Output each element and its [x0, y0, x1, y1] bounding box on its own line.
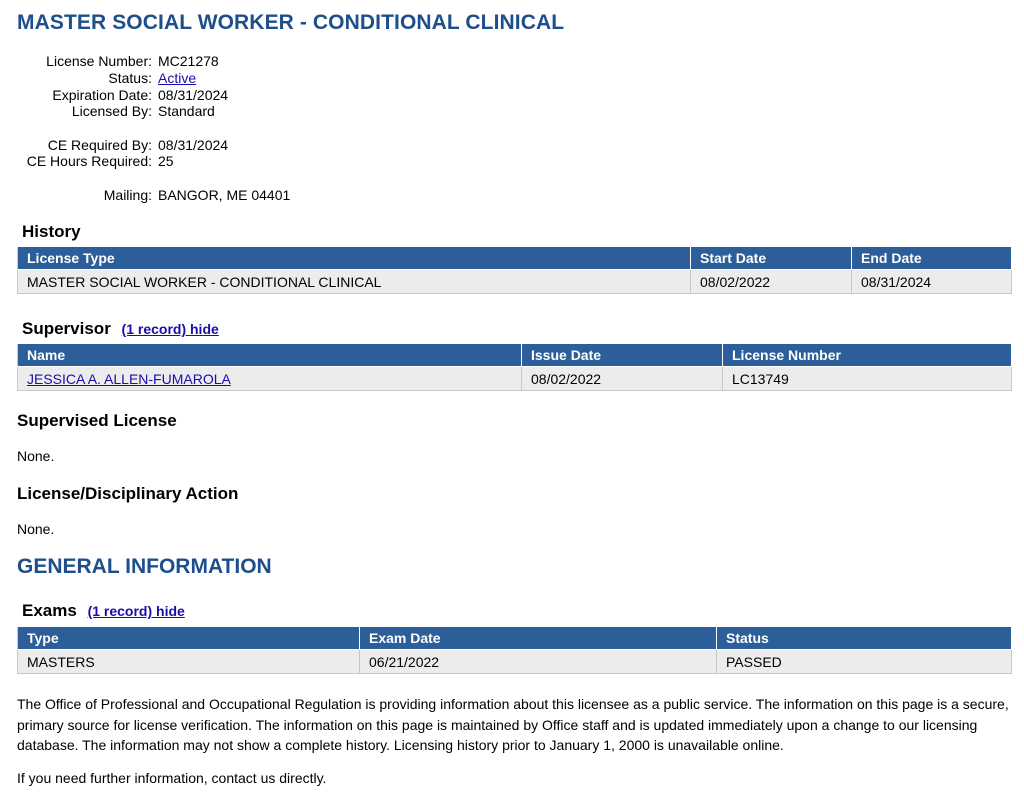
license-number-label: License Number: [46, 53, 152, 69]
supervised-license-text: None. [17, 448, 55, 464]
page-title: MASTER SOCIAL WORKER - CONDITIONAL CLINICAL [17, 11, 565, 34]
supervisor-toggle-link[interactable]: (1 record) hide [121, 321, 219, 337]
table-row [18, 367, 1012, 391]
history-col-license-type: License Type [18, 247, 691, 270]
exams-col-status: Status [717, 627, 1012, 650]
licensed-by-value: Standard [158, 103, 215, 119]
disclaimer-paragraph: The Office of Professional and Occupational Regulation is providing information about this licensee as a public service. The information on this page is a secure, primary source for license verification. The information on this page is maintained by Office staff and is updated immediately upon a change to our licensing database. The information may not show a complete history. Licensing history prior to January 1, 2000 is unavailable online. [17, 696, 1009, 753]
supervised-license-heading: Supervised License [17, 411, 177, 430]
supervisor-name-cell [18, 367, 522, 391]
contact-text: If you need further information, contact us directly. [17, 770, 327, 786]
history-heading: History [22, 222, 81, 241]
ce-hours-value: 25 [158, 153, 174, 169]
exam-status-cell: PASSED [717, 650, 1012, 674]
exams-col-type: Type [18, 627, 360, 650]
supervisor-heading: Supervisor [22, 319, 111, 338]
disciplinary-heading: License/Disciplinary Action [17, 484, 239, 503]
supervisor-table [17, 344, 1012, 391]
exam-date-cell: 06/21/2022 [360, 650, 717, 674]
exams-header-row [18, 627, 1012, 650]
supervisor-license-number-cell: LC13749 [723, 367, 1012, 391]
mailing-label: Mailing: [103, 187, 152, 203]
ce-hours-label: CE Hours Required: [26, 153, 152, 169]
disciplinary-text: None. [17, 521, 55, 537]
table-row [18, 650, 1012, 674]
history-col-start-date: Start Date [691, 247, 852, 270]
license-number-value: MC21278 [158, 53, 219, 69]
ce-required-label: CE Required By: [47, 137, 152, 153]
status-link[interactable]: Active [158, 70, 197, 86]
exams-table [17, 627, 1012, 674]
supervisor-heading-row [22, 319, 219, 339]
supervisor-col-issue-date: Issue Date [522, 344, 723, 367]
supervisor-col-name: Name [18, 344, 522, 367]
supervisor-header-row [18, 344, 1012, 367]
table-row [18, 270, 1012, 294]
history-license-type-cell: MASTER SOCIAL WORKER - CONDITIONAL CLINICAL [18, 270, 691, 294]
exam-type-cell: MASTERS [18, 650, 360, 674]
mailing-value: BANGOR, ME 04401 [158, 187, 291, 203]
license-details [0, 53, 400, 213]
history-table [17, 247, 1012, 294]
history-col-end-date: End Date [852, 247, 1012, 270]
history-header-row [18, 247, 1012, 270]
history-end-date-cell: 08/31/2024 [852, 270, 1012, 294]
general-information-heading: GENERAL INFORMATION [17, 555, 272, 578]
supervisor-issue-date-cell: 08/02/2022 [522, 367, 723, 391]
licensed-by-label: Licensed By: [71, 103, 152, 119]
history-start-date-cell: 08/02/2022 [691, 270, 852, 294]
exams-toggle-link[interactable]: (1 record) hide [87, 603, 185, 619]
exams-heading: Exams [22, 601, 77, 620]
expiration-value: 08/31/2024 [158, 87, 229, 103]
status-label: Status: [108, 70, 152, 86]
ce-required-value: 08/31/2024 [158, 137, 229, 153]
supervisor-col-license-number: License Number [723, 344, 1012, 367]
supervisor-name-link[interactable]: JESSICA A. ALLEN-FUMAROLA [27, 370, 231, 387]
expiration-label: Expiration Date: [52, 87, 152, 103]
exams-heading-row [22, 601, 185, 621]
exams-col-exam-date: Exam Date [360, 627, 717, 650]
